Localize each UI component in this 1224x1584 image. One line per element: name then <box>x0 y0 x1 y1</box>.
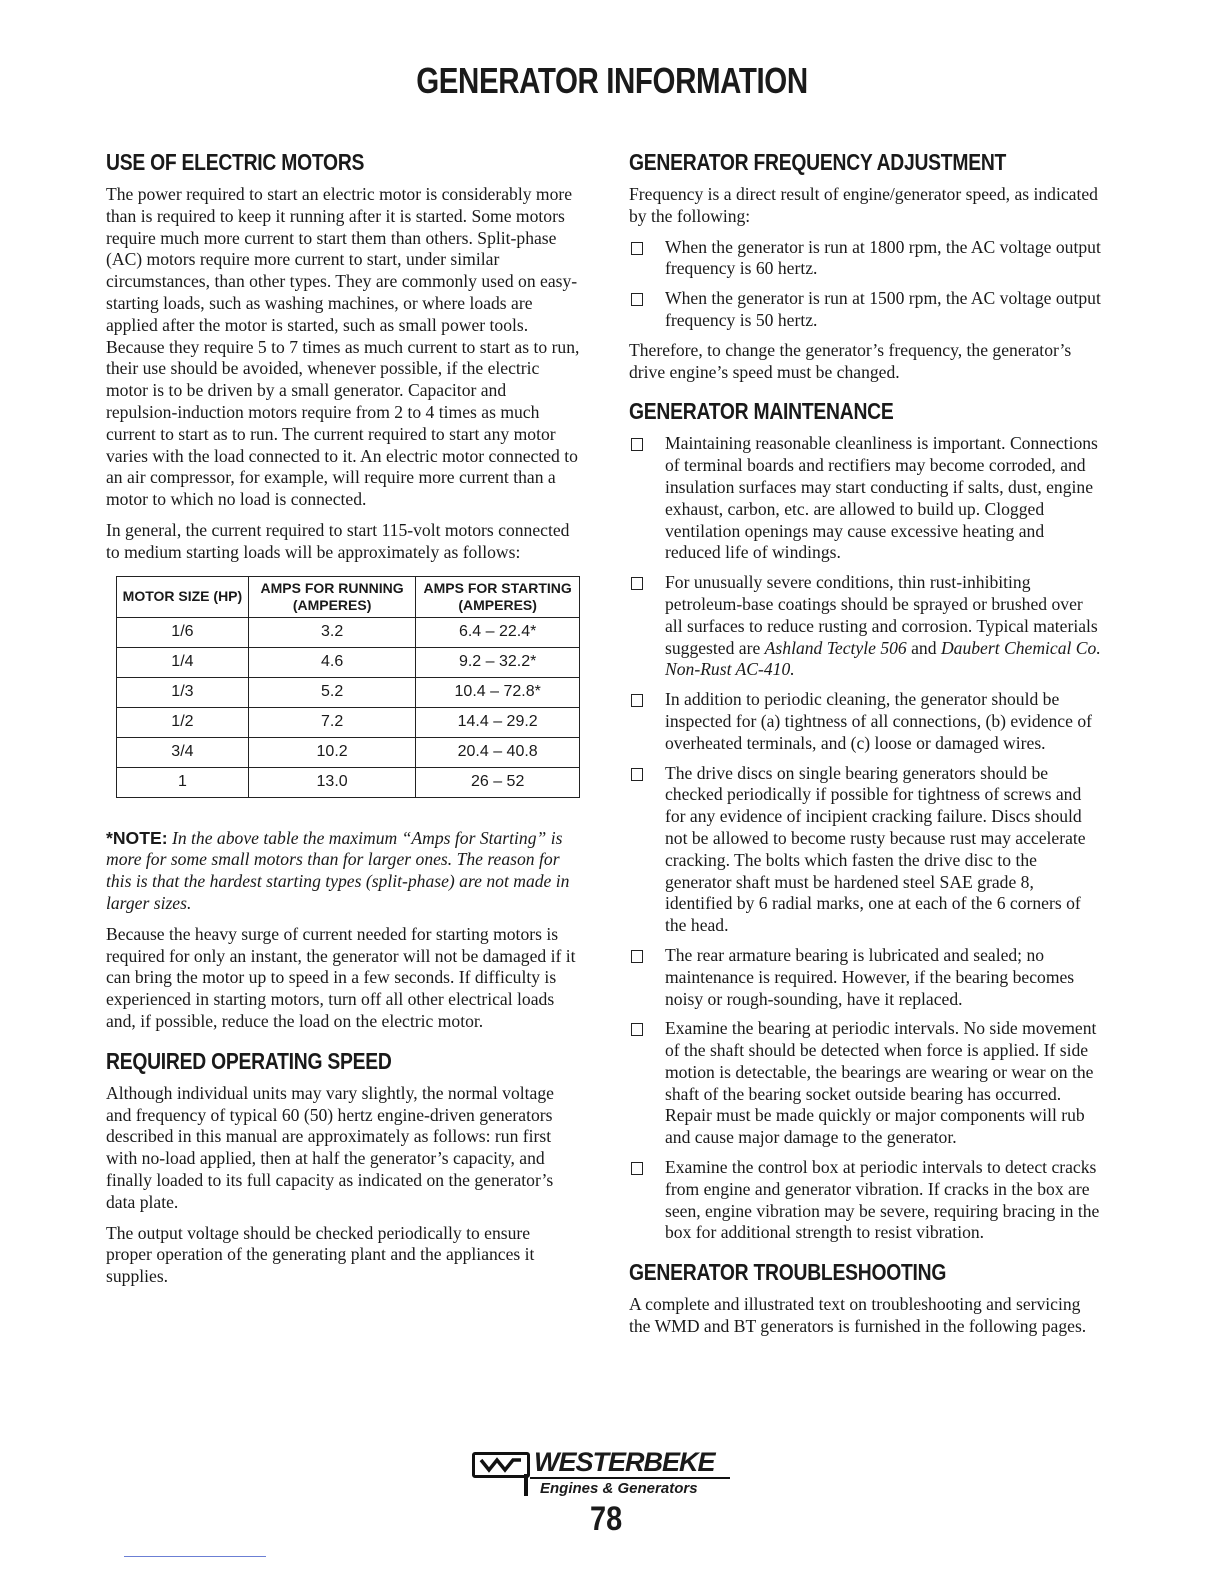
logo-mark-icon <box>472 1452 530 1478</box>
maintenance-heading: GENERATOR MAINTENANCE <box>629 398 894 425</box>
table-row <box>117 617 580 647</box>
table-note <box>106 828 580 915</box>
cell-amps-starting: 20.4 – 40.8 <box>416 737 580 767</box>
table-row <box>117 737 580 767</box>
list-item <box>629 288 1101 332</box>
brand-logo <box>468 1447 738 1500</box>
bullet-text: For unusually severe conditions, thin rust-inhibiting petroleum-base coatings should be sprayed or brushed over all surfaces to reduce rusting and corrosion. Typical materials suggested are <box>665 572 1098 658</box>
bullet-text: When the generator is run at 1500 rpm, the AC voltage output frequency is 50 hertz. <box>665 288 1101 330</box>
frequency-bullet-list <box>629 237 1101 332</box>
cell-amps-running: 4.6 <box>248 647 415 677</box>
header-amps-starting: AMPS FOR STARTING (AMPERES) <box>416 576 580 617</box>
cell-amps-running: 7.2 <box>248 707 415 737</box>
frequency-outro: Therefore, to change the generator’s frequency, the generator’s drive engine’s speed must be changed. <box>629 339 1072 382</box>
list-item <box>629 433 1101 564</box>
cell-motor-size: 1/2 <box>117 707 249 737</box>
cell-motor-size: 3/4 <box>117 737 249 767</box>
checkbox-icon <box>631 950 643 963</box>
bullet-text: Examine the bearing at periodic intervals. No side movement of the shaft should be detected when force is applied. If side motion is detectable, the bearings are wearing or wear on the shaft of the bearing socket outside bearing has occurred. Repair must be made quickly or major components will rub and cause major damage to the generator. <box>665 1018 1097 1148</box>
list-item <box>629 237 1101 281</box>
bullet-text: The rear armature bearing is lubricated and sealed; no maintenance is required. However, if the bearing becomes noisy or rough-sounding, have it replaced. <box>665 944 1075 1009</box>
troubleshooting-heading: GENERATOR TROUBLESHOOTING <box>629 1259 947 1286</box>
footer-divider <box>124 1556 266 1557</box>
maintenance-bullet-list <box>629 433 1101 1244</box>
cell-amps-starting: 10.4 – 72.8* <box>416 677 580 707</box>
motor-current-table <box>116 576 580 798</box>
page-title: GENERATOR INFORMATION <box>416 60 808 101</box>
header-amps-running: AMPS FOR RUNNING (AMPERES) <box>248 576 415 617</box>
cell-motor-size: 1/6 <box>117 617 249 647</box>
troubleshooting-paragraph: A complete and illustrated text on troubleshooting and servicing the WMD and BT generators is furnished in the following pages. <box>629 1294 1087 1337</box>
cell-motor-size: 1/4 <box>117 647 249 677</box>
bullet-text: Examine the control box at periodic intervals to detect cracks from engine and generator vibration. If cracks in the box are seen, engine vibration may be severe, requiring bracing in the box for additional strength to resist vibration. <box>665 1157 1100 1243</box>
frequency-intro: Frequency is a direct result of engine/generator speed, as indicated by the following: <box>629 184 1098 226</box>
frequency-heading: GENERATOR FREQUENCY ADJUSTMENT <box>629 149 1007 175</box>
checkbox-icon <box>631 293 643 306</box>
table-row <box>117 767 580 797</box>
electric-motors-heading: USE OF ELECTRIC MOTORS <box>106 149 365 175</box>
current-intro-paragraph: In general, the current required to start 115-volt motors connected to medium starting loads will be approximately as follows: <box>106 519 570 562</box>
header-motor-size: MOTOR SIZE (HP) <box>117 576 249 617</box>
cell-amps-running: 3.2 <box>248 617 415 647</box>
logo-bar <box>524 1474 528 1496</box>
bullet-text: and <box>911 637 937 658</box>
list-item <box>629 1018 1101 1149</box>
note-text: In the above table the maximum “Amps for Starting” is more for some small motors than for larger ones. The reason for this is that the hardest starting types (split-phase) are not made in larger sizes. <box>106 827 570 913</box>
bullet-text: Maintaining reasonable cleanliness is important. Connections of terminal boards and rectifiers may become corroded, and insulation surfaces may start conducting if salts, dust, engine exhaust, carbon, etc. are allowed to build up. Clogged ventilation openings may cause excessive heating and reduced life of windings. <box>665 433 1098 563</box>
right-column <box>629 148 1101 1347</box>
checkbox-icon <box>631 1023 643 1036</box>
product-name: Daubert Chemical Co. Non-Rust AC-410. <box>665 637 1101 680</box>
bullet-text: In addition to periodic cleaning, the generator should be inspected for (a) tightness of all connections, (b) evidence of overheated terminals, and (c) loose or damaged wires. <box>665 689 1092 753</box>
brand-name: WESTERBEKE <box>534 1447 715 1477</box>
logo-underline <box>530 1477 730 1479</box>
surge-paragraph: Because the heavy surge of current needed for starting motors is required for only an instant, the generator will not be damaged if it can bring the motor up to speed in a few seconds. If difficulty is experienced in starting motors, turn off all other electrical loads and, if possible, reduce the load on the electric motor. <box>106 923 576 1031</box>
cell-amps-starting: 9.2 – 32.2* <box>416 647 580 677</box>
brand-tagline: Engines & Generators <box>540 1480 698 1497</box>
page-number: 78 <box>590 1500 623 1538</box>
cell-amps-running: 5.2 <box>248 677 415 707</box>
table-row <box>117 677 580 707</box>
list-item <box>629 572 1101 681</box>
output-voltage-paragraph: The output voltage should be checked periodically to ensure proper operation of the generating plant and the appliances it supplies. <box>106 1222 535 1287</box>
checkbox-icon <box>631 768 643 781</box>
table-row <box>117 647 580 677</box>
list-item <box>629 945 1101 1010</box>
checkbox-icon <box>631 694 643 707</box>
table-header-row <box>117 576 580 617</box>
product-name: Ashland Tectyle 506 <box>764 637 907 658</box>
list-item <box>629 1157 1101 1244</box>
cell-motor-size: 1/3 <box>117 677 249 707</box>
checkbox-icon <box>631 242 643 255</box>
left-column <box>106 148 580 1297</box>
bullet-text: The drive discs on single bearing generators should be checked periodically if possible for tightness of screws and for any evidence of incipient cracking failure. Discs should not be allowed to become rusty because rust may accelerate cracking. The bolts which fasten the drive disc to the generator shaft must be hardened steel SAE grade 8, identified by 6 radial marks, one at each of the 6 corners of the head. <box>665 762 1086 936</box>
bullet-text: When the generator is run at 1800 rpm, the AC voltage output frequency is 60 hertz. <box>665 236 1101 279</box>
cell-amps-running: 13.0 <box>248 767 415 797</box>
electric-motors-paragraph: The power required to start an electric motor is considerably more than is required to keep it running after it is started. Some motors require much more current to start them than others. Split-phase (AC) motors require more current to start, under similar circumstances, than other types. They are commonly used on easy-starting loads, such as washing machines, or where loads are applied after the motor is started, such as small power tools. Because they require 5 to 7 times as much current to start as to run, their use should be avoided, whenever possible, if the electric motor is to be driven by a small generator. Capacitor and repulsion-induction motors require from 2 to 4 times as much current to start as to run. The current required to start any motor varies with the load connected to it. An electric motor connected to an air compressor, for example, will require more current than a motor to which no load is connected. <box>106 184 580 510</box>
checkbox-icon <box>631 1162 643 1175</box>
operating-speed-heading: REQUIRED OPERATING SPEED <box>106 1047 392 1074</box>
cell-amps-starting: 14.4 – 29.2 <box>416 707 580 737</box>
checkbox-icon <box>631 438 643 451</box>
list-item <box>629 689 1101 754</box>
list-item <box>629 763 1101 937</box>
cell-amps-starting: 26 – 52 <box>416 767 580 797</box>
note-label: *NOTE: <box>106 827 168 848</box>
cell-amps-running: 10.2 <box>248 737 415 767</box>
checkbox-icon <box>631 577 643 590</box>
cell-amps-starting: 6.4 – 22.4* <box>416 617 580 647</box>
table-row <box>117 707 580 737</box>
operating-speed-paragraph: Although individual units may vary slightly, the normal voltage and frequency of typical 60 (50) hertz engine-driven generators described in this manual are approximately as follows: run first with no-load applied, then at half the generator’s capacity, and finally loaded to its full capacity as indicated on the generator’s data plate. <box>106 1082 554 1212</box>
cell-motor-size: 1 <box>117 767 249 797</box>
